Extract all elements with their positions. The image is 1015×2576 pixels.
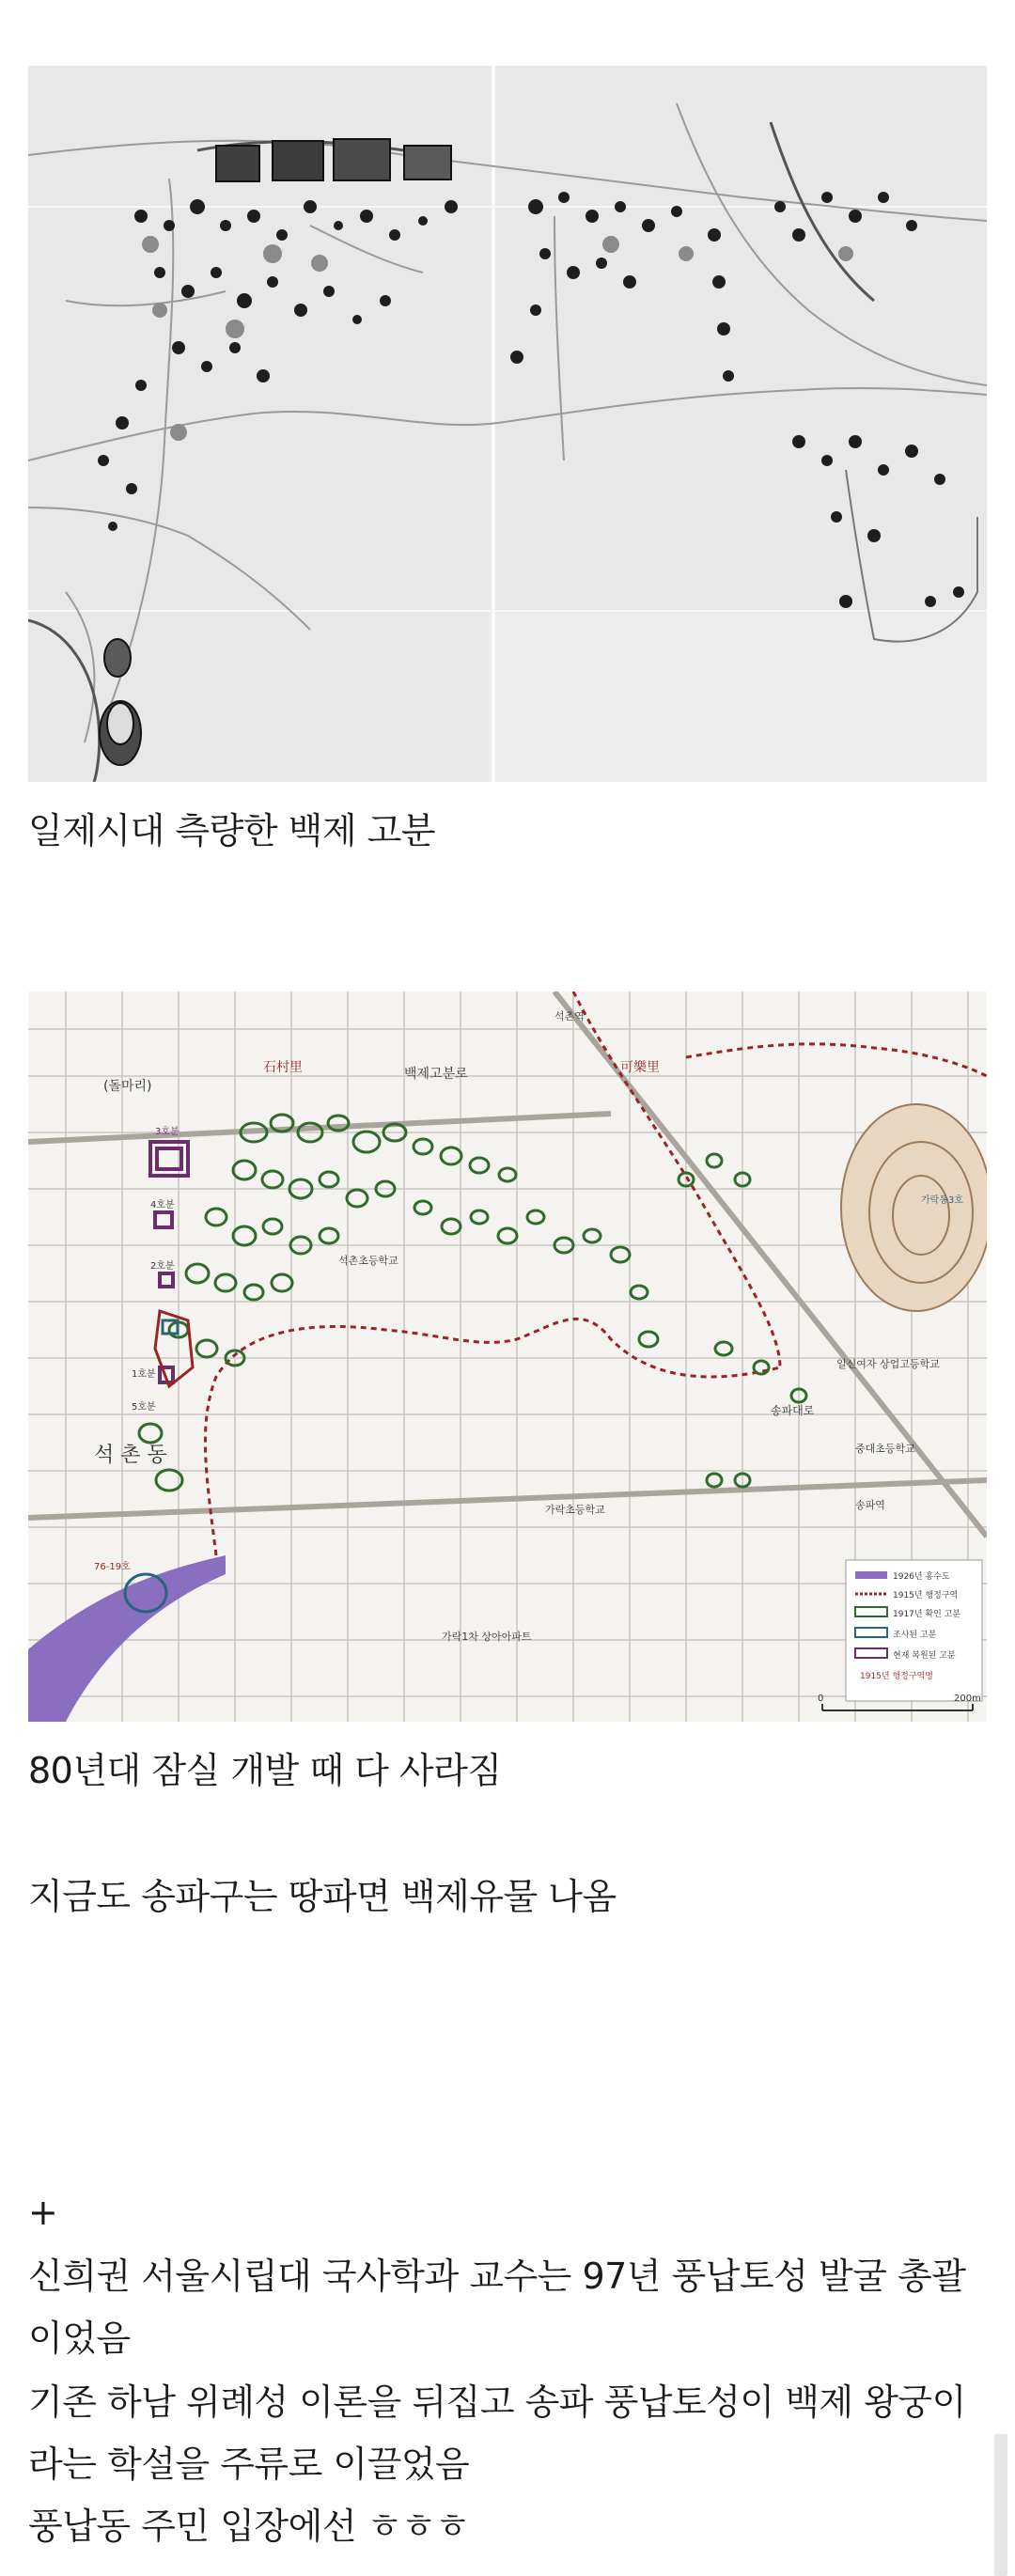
caption-note: 지금도 송파구는 땅파면 백제유물 나옴 <box>28 1876 617 1917</box>
addendum-line-1: 신희권 서울시립대 국사학과 교수는 97년 풍납토성 발굴 총괄 <box>28 2256 966 2297</box>
label-mound-2: 2호분 <box>150 1261 175 1272</box>
colonial-survey-map <box>28 66 987 782</box>
label-ilsin-school: 일신여자 상업고등학교 <box>836 1358 940 1370</box>
legend-item-4: 조사된 고분 <box>893 1631 937 1640</box>
label-mound-3: 3호분 <box>155 1127 180 1137</box>
addendum-line-3: 기존 하남 위례성 이론을 뒤집고 송파 풍납토성이 백제 왕궁이 <box>28 2381 966 2423</box>
caption-colonial-survey: 일제시대 측량한 백제 고분 <box>28 810 436 851</box>
addendum-marker: + <box>28 2192 58 2233</box>
label-songpa-station: 송파역 <box>855 1499 885 1511</box>
scale-end: 200m <box>954 1694 981 1704</box>
modern-overlay-map <box>28 991 987 1722</box>
label-jungdae-school: 중대초등학교 <box>855 1443 915 1455</box>
label-seokchon-school: 석촌초등학교 <box>338 1255 398 1267</box>
caption-redevelopment: 80년대 잠실 개발 때 다 사라짐 <box>28 1750 502 1791</box>
map-legend <box>846 1560 982 1701</box>
label-garak-apt: 가락1차 상아아파트 <box>442 1631 532 1643</box>
label-garak-ri: 可樂里 <box>620 1060 660 1075</box>
label-songpa-daero: 송파대로 <box>771 1404 815 1417</box>
legend-item-6: 1915년 행정구역명 <box>860 1672 933 1681</box>
label-seokchon-station: 석촌역 <box>554 1010 585 1023</box>
label-mound-4: 4호분 <box>150 1200 175 1210</box>
label-seokchon-ri: 石村里 <box>263 1060 303 1075</box>
addendum-line-5: 풍납동 주민 입장에선 ㅎㅎㅎ <box>28 2506 470 2547</box>
label-hill: 가락동3호 <box>921 1195 964 1206</box>
label-mound-5: 5호분 <box>132 1402 156 1413</box>
scale-zero: 0 <box>818 1694 824 1704</box>
label-mound-1: 1호분 <box>132 1369 156 1380</box>
legend-item-3: 1917년 확인 고분 <box>893 1610 961 1619</box>
label-dolmari: (돌마리) <box>103 1079 152 1094</box>
legend-item-5: 현재 복원된 고분 <box>893 1651 956 1661</box>
legend-item-1: 1926년 홍수도 <box>893 1572 950 1582</box>
label-garak-school: 가락초등학교 <box>545 1504 605 1516</box>
map-image-colonial-survey <box>28 66 987 782</box>
label-seokchon-dong: 석 촌 동 <box>94 1444 167 1467</box>
addendum-line-4: 라는 학설을 주류로 이끌었음 <box>28 2443 470 2485</box>
scrollbar[interactable] <box>994 2434 1007 2576</box>
legend-item-2: 1915년 행정구역 <box>893 1591 959 1600</box>
addendum-line-2: 이었음 <box>28 2318 131 2359</box>
label-mound-76: 76-19호 <box>94 1562 131 1572</box>
map-image-modern-overlay <box>28 991 987 1722</box>
label-baekje-gobun-ro: 백제고분로 <box>404 1067 468 1082</box>
